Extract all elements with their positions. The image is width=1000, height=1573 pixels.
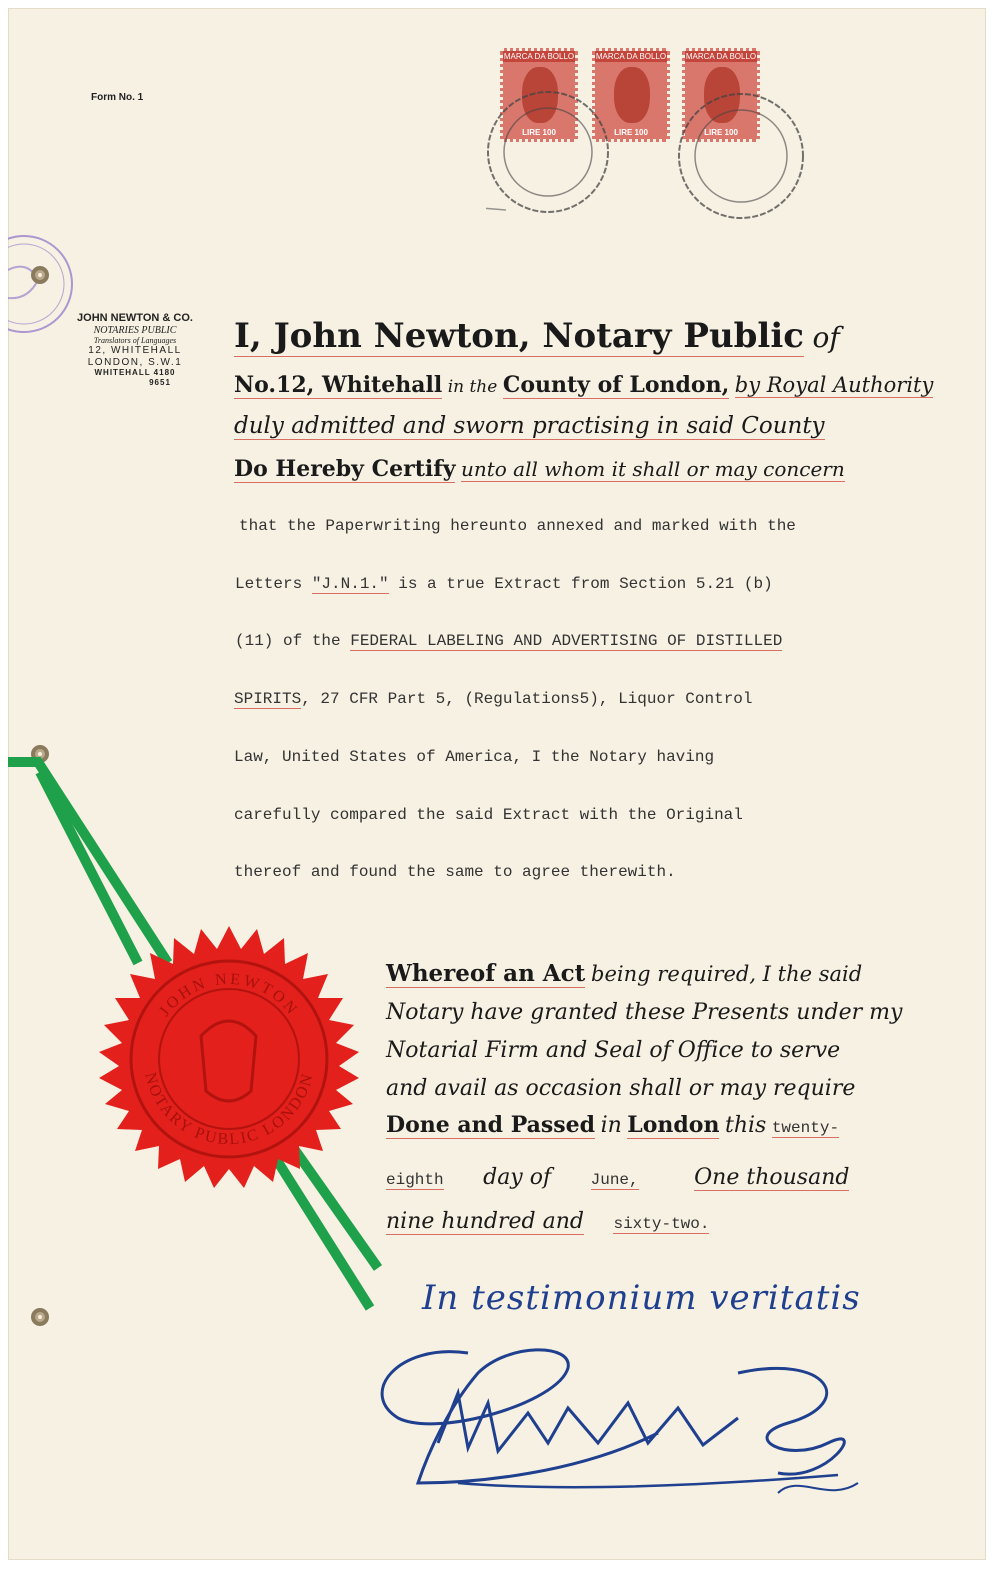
phone-line-2: 9651 <box>149 377 171 387</box>
letterhead <box>70 312 200 387</box>
closing-line-5 <box>386 1112 839 1138</box>
heading-line-1 <box>234 316 840 356</box>
closing-line-3: Notarial Firm and Seal of Office to serve <box>386 1038 841 1063</box>
closing-line-1 <box>386 960 862 987</box>
body-text: , 27 CFR Part 5, (Regulations5), Liquor Control <box>301 690 753 708</box>
heading-authority: by Royal Authority <box>734 373 934 397</box>
body-line-2 <box>235 575 773 593</box>
stamp-label: MARCA DA BOLLO <box>685 52 757 61</box>
address-line-1: 12, WHITEHALL <box>88 345 182 357</box>
body-text: Letters <box>235 575 312 593</box>
notary-signature <box>358 1333 898 1513</box>
phone-line-1: WHITEHALL 4180 <box>94 368 176 378</box>
body-line-6: carefully compared the said Extract with the Original <box>234 806 743 824</box>
notary-county: County of London, <box>502 372 730 398</box>
place-london: London <box>627 1112 720 1138</box>
year-text: sixty-two. <box>613 1215 710 1233</box>
heading-word: of <box>812 321 840 354</box>
body-line-1: that the Paperwriting hereunto annexed and marked with the <box>239 517 796 535</box>
year-words: One thousand <box>694 1165 850 1190</box>
address-line-2: LONDON, S.W.1 <box>87 356 183 368</box>
body-line-7: thereof and found the same to agree therewith. <box>234 863 676 881</box>
seal-text-top: JOHN NEWTON <box>156 970 302 1020</box>
month-text: June, <box>590 1171 639 1189</box>
red-wax-seal <box>96 926 362 1192</box>
day-text: twenty- <box>771 1119 840 1137</box>
heading-line-4 <box>234 456 845 482</box>
stamp-label: MARCA DA BOLLO <box>503 52 575 61</box>
closing-text: day of <box>483 1165 552 1190</box>
notary-address: No.12, Whitehall <box>234 372 443 398</box>
body-text: (11) of the <box>235 632 351 650</box>
body-text: is a true Extract from Section 5.21 (b) <box>388 575 773 593</box>
stamp-value: LIRE 100 <box>614 128 648 137</box>
body-line-5: Law, United States of America, I the Notary having <box>234 748 715 766</box>
purple-office-stamp <box>8 220 74 350</box>
closing-line-6 <box>386 1164 849 1190</box>
body-line-4 <box>234 690 753 708</box>
firm-title: NOTARIES PUBLIC <box>93 324 177 336</box>
certify-heading: Do Hereby Certify <box>234 456 456 482</box>
closing-text: in <box>600 1113 622 1138</box>
body-line-3 <box>235 632 782 650</box>
regulation-title-cont: SPIRITS <box>234 690 302 708</box>
firm-subtitle: Translators of Languages <box>93 336 177 346</box>
closing-line-7 <box>386 1208 709 1234</box>
document-mark: "J.N.1." <box>311 575 389 593</box>
seal-text-bottom: NOTARY PUBLIC LONDON <box>141 1070 317 1149</box>
form-number: Form No. 1 <box>91 92 144 103</box>
heading-admission: duly admitted and sworn practising in said County <box>234 413 825 439</box>
stamp-value: LIRE 100 <box>522 128 556 137</box>
heading-line-3 <box>234 413 825 439</box>
handwritten-note: In testimonium veritatis <box>422 1278 861 1318</box>
firm-name: JOHN NEWTON & CO. <box>77 312 193 324</box>
closing-text: this <box>724 1113 767 1138</box>
certify-addressee: unto all whom it shall or may concern <box>460 457 845 481</box>
regulation-title: FEDERAL LABELING AND ADVERTISING OF DISTILLED <box>350 632 783 650</box>
notary-name: I, John Newton, Notary Public <box>234 316 804 356</box>
whereof-heading: Whereof an Act <box>386 960 586 987</box>
heading-word: in the <box>447 377 498 397</box>
closing-line-4: and avail as occasion shall or may require <box>386 1076 856 1101</box>
done-passed: Done and Passed <box>386 1112 596 1138</box>
year-words-cont: nine hundred and <box>386 1209 584 1234</box>
day-text-cont: eighth <box>386 1171 444 1189</box>
binding-hole-top <box>31 266 49 284</box>
heading-line-2 <box>234 372 933 398</box>
stamp-label: MARCA DA BOLLO <box>595 52 667 61</box>
closing-line-2: Notary have granted these Presents under my <box>386 1000 903 1025</box>
closing-text: being required, I the said <box>591 962 863 986</box>
document-page <box>8 8 986 1560</box>
postmark-cancellations <box>486 76 816 226</box>
stamp-value: LIRE 100 <box>704 128 738 137</box>
